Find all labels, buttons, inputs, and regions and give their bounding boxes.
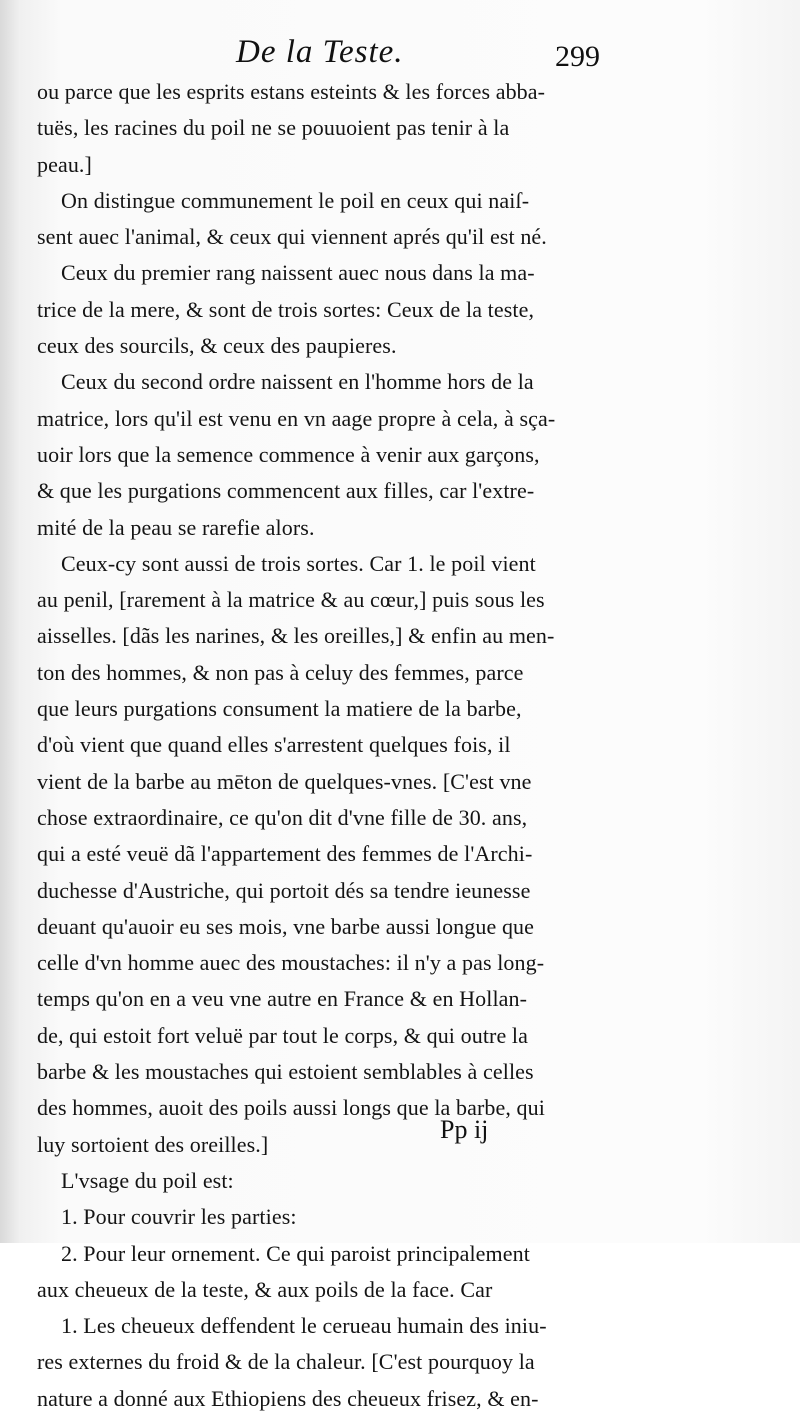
- text-line: & que les purgations commencent aux filles, car l'extre-: [37, 478, 535, 504]
- text-line: de, qui estoit fort veluë par tout le corps, & qui outre la: [37, 1022, 528, 1048]
- text-line: res externes du froid & de la chaleur. [C'est pourquoy la: [37, 1349, 535, 1375]
- text-line: que leurs purgations consument la matiere de la barbe,: [37, 696, 522, 722]
- text-line: peau.]: [37, 151, 92, 177]
- body-text: [37, 74, 595, 1417]
- running-title: De la Teste.: [236, 34, 404, 70]
- text-line: aisselles. [dãs les narines, & les oreilles,] & enfin au men-: [37, 623, 555, 649]
- text-line: sent auec l'animal, & ceux qui viennent aprés qu'il est né.: [37, 224, 547, 250]
- text-line: mité de la peau se rarefie alors.: [37, 514, 315, 540]
- text-line: Ceux-cy sont aussi de trois sortes. Car 1. le poil vient: [61, 550, 536, 576]
- text-line: aux cheueux de la teste, & aux poils de la face. Car: [37, 1276, 493, 1302]
- text-line: chose extraordinaire, ce qu'on dit d'vne fille de 30. ans,: [37, 804, 528, 830]
- text-line: deuant qu'auoir eu ses mois, vne barbe aussi longue que: [37, 913, 535, 939]
- text-line: luy sortoient des oreilles.]: [37, 1131, 269, 1157]
- page-number: 299: [555, 40, 600, 73]
- text-line: vient de la barbe au mēton de quelques-vnes. [C'est vne: [37, 768, 532, 794]
- text-line: temps qu'on en a veu vne autre en France & en Hollan-: [37, 986, 528, 1012]
- text-line: Ceux du premier rang naissent auec nous dans la ma-: [61, 260, 535, 286]
- text-line: tuës, les racines du poil ne se pouuoient pas tenir à la: [37, 115, 510, 141]
- text-line: On distingue communement le poil en ceux qui naiſ-: [61, 187, 530, 213]
- text-line: 1. Pour couvrir les parties:: [61, 1204, 297, 1230]
- text-line: au penil, [rarement à la matrice & au cœur,] puis sous les: [37, 587, 545, 613]
- text-line: d'où vient que quand elles s'arrestent quelques fois, il: [37, 732, 511, 758]
- text-line: celle d'vn homme auec des moustaches: il n'y a pas long-: [37, 950, 545, 976]
- text-line: 2. Pour leur ornement. Ce qui paroist principalement: [61, 1240, 530, 1266]
- text-line: 1. Les cheueux deffendent le cerueau humain des iniu-: [61, 1313, 547, 1339]
- text-line: nature a donné aux Ethiopiens des cheueux frisez, & en-: [37, 1385, 539, 1411]
- text-line: matrice, lors qu'il est venu en vn aage propre à cela, à sça-: [37, 405, 556, 431]
- text-line: trice de la mere, & sont de trois sortes: Ceux de la teste,: [37, 296, 535, 322]
- text-line: barbe & les moustaches qui estoient semblables à celles: [37, 1059, 534, 1085]
- text-line: ton des hommes, & non pas à celuy des femmes, parce: [37, 659, 524, 685]
- text-line: Ceux du second ordre naissent en l'homme hors de la: [61, 369, 534, 395]
- text-line: L'vsage du poil est:: [61, 1167, 234, 1193]
- text-line: qui a esté veuë dã l'appartement des femmes de l'Archi-: [37, 841, 533, 867]
- text-line: ceux des sourcils, & ceux des paupieres.: [37, 333, 397, 359]
- text-line: uoir lors que la semence commence à venir aux garçons,: [37, 441, 540, 467]
- text-line: duchesse d'Austriche, qui portoit dés sa tendre ieunesse: [37, 877, 531, 903]
- text-line: ou parce que les esprits estans esteints & les forces abba-: [37, 79, 546, 104]
- text-line: des hommes, auoit des poils aussi longs que la barbe, qui: [37, 1095, 545, 1121]
- signature-mark: Pp ij: [440, 1115, 489, 1144]
